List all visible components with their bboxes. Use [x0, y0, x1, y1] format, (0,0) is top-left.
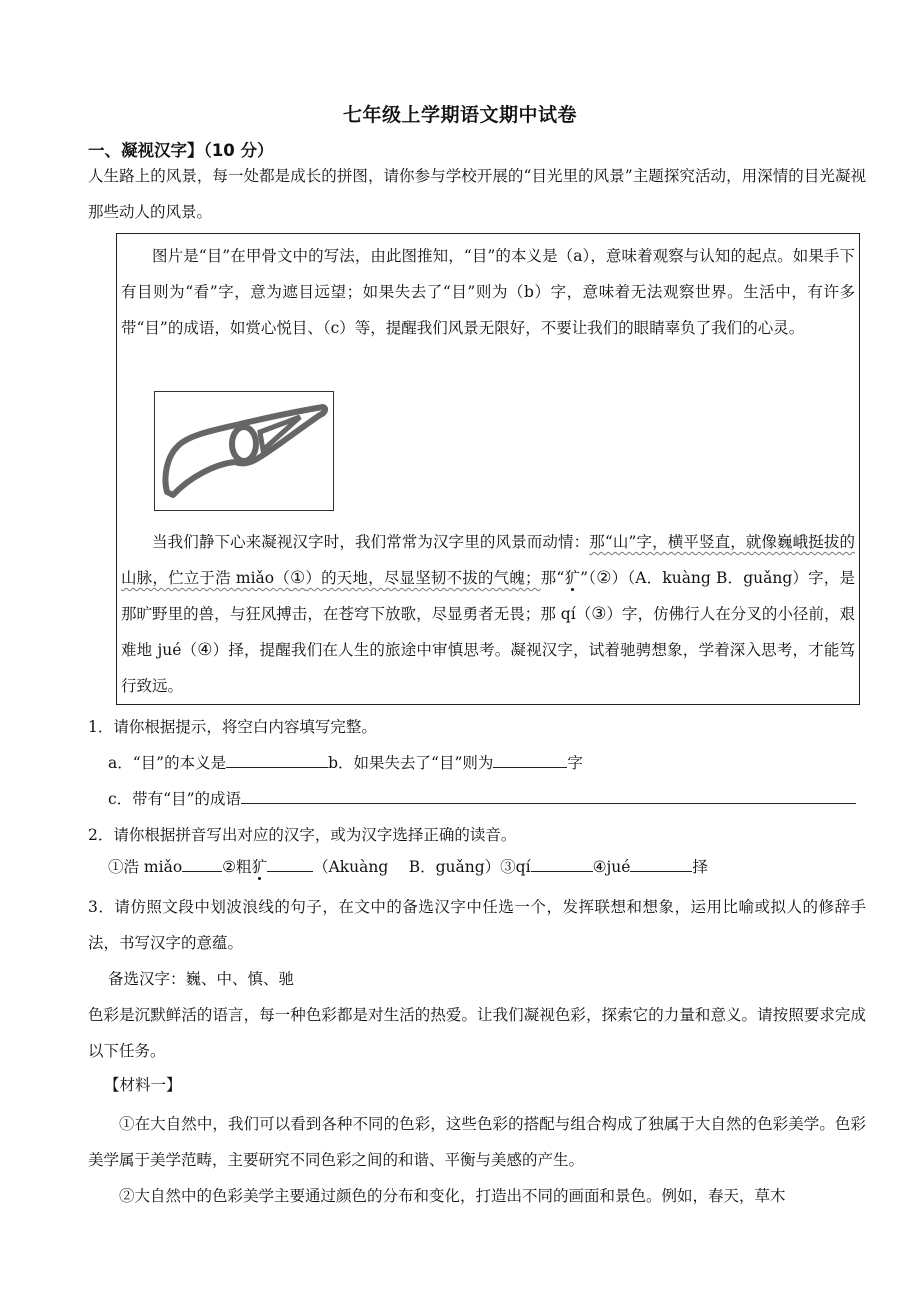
wavy-text: 那“山”字，横平竖直，就像巍峨挺拔的山脉，伫立于浩 miǎo（	[121, 533, 855, 587]
q2-item-2: ②粗	[222, 858, 252, 876]
q2-blank-3[interactable]	[531, 853, 593, 872]
paragraph-text: 那“	[540, 569, 565, 587]
q2-item-4-tail: 择	[692, 858, 708, 876]
section-intro: 人生路上的风景，每一处都是成长的拼图，请你参与学校开展的“目光里的风景”主题探究活动，用深情的目光凝视那些动人的风景。	[88, 167, 866, 221]
paragraph-text: ）择，提醒我们在人生的旅途中审慎思考。凝视汉字，试着驰骋想象，学着深入思考，才能笃行致远。	[121, 641, 855, 695]
paragraph-text: 当我们静下心来凝视汉字时，我们常常为汉字里的风景而动情：	[152, 533, 590, 551]
blank-marker-1: ①	[289, 568, 306, 588]
reading-material-box	[116, 233, 860, 705]
question-3-stem: 3．请仿照文段中划波浪线的句子，在文中的备选汉字中任选一个，发挥联想和想象，运用比喻或拟人的修辞手法，书写汉字的意蕴。	[88, 898, 866, 952]
q2-blank-1[interactable]	[182, 853, 222, 872]
paragraph-text: ）字，仿佛行人在分叉的小径前，艰难地 jué（	[121, 605, 855, 659]
question-1-c	[88, 781, 888, 817]
q2-blank-2[interactable]	[267, 853, 313, 872]
q1c-answer-blank[interactable]	[241, 785, 856, 804]
box-paragraph-1: 图片是“目”在甲骨文中的写法，由此图推知，“目”的本义是（a），意味着观察与认知的起点。如果手下有目则为“看”字，意为遮目远望；如果失去了“目”则为（b）字，意味着无法观察世界。生活中，有许多带“目”的成语，如赏心悦目、（c）等，提醒我们风景无限好，不要让我们的眼睛辜负了我们的心灵。	[121, 247, 855, 337]
box-paragraph-2	[121, 524, 855, 704]
emphasized-char: 犷	[564, 569, 581, 587]
q1a-answer-blank[interactable]	[226, 749, 328, 768]
q1b-tail: 字	[567, 754, 583, 772]
material-1-paragraph-2: ②大自然中的色彩美学主要通过颜色的分布和变化，打造出不同的画面和景色。例如，春天，草木	[119, 1187, 786, 1205]
oracle-bone-eye-icon	[155, 392, 332, 509]
wavy-text: ）的天地，尽显坚韧不拔的气魄；	[305, 569, 541, 587]
q2-item-4: ④jué	[592, 858, 631, 876]
blank-marker-3: ③	[591, 604, 607, 624]
q2-item-1: ①浩 miǎo	[108, 858, 183, 876]
oracle-bone-eye-figure	[154, 391, 334, 511]
q1a-label: a．“目”的本义是	[108, 754, 227, 772]
q2-pronunciation-options: （Akuàng B．guǎng）	[313, 858, 501, 876]
paragraph-text: ”（	[580, 569, 597, 587]
q1b-answer-blank[interactable]	[493, 749, 567, 768]
question-3-options: 备选汉字：巍、中、慎、驰	[108, 970, 295, 988]
material-1-heading: 【材料一】	[104, 1076, 182, 1094]
page-title: 七年级上学期语文期中试卷	[342, 104, 577, 126]
q1c-label: c．带有“目”的成语	[108, 790, 242, 808]
q2-blank-4[interactable]	[630, 853, 692, 872]
section-heading: 一、凝视汉字】（10 分）	[88, 141, 274, 160]
material-1-paragraph-1: ①在大自然中，我们可以看到各种不同的色彩，这些色彩的搭配与组合构成了独属于大自然的色彩美学。色彩美学属于美学范畴，主要研究不同色彩之间的和谐、平衡与美感的产生。	[88, 1115, 866, 1169]
blank-marker-2: ②	[596, 568, 612, 588]
color-section-intro: 色彩是沉默鲜活的语言，每一种色彩都是对生活的热爱。让我们凝视色彩，探索它的力量和意义。请按照要求完成以下任务。	[88, 1006, 866, 1060]
q2-emphasized-char: 犷	[251, 858, 268, 876]
q1b-label: b．如果失去了“目”则为	[328, 754, 494, 772]
question-1-stem: 1．请你根据提示，将空白内容填写完整。	[88, 718, 377, 736]
question-2-items	[88, 849, 888, 885]
q2-item-3: ③qí	[500, 858, 531, 876]
blank-marker-4: ④	[197, 640, 213, 660]
question-2-stem: 2．请你根据拼音写出对应的汉字，或为汉字选择正确的读音。	[88, 826, 517, 844]
question-1-ab	[88, 745, 888, 781]
paragraph-text: ）（A．kuàng B．guǎng）字，是那旷野里的兽，与狂风搏击，在苍穹下放歌，尽显勇者无畏；那 qí（	[121, 569, 855, 623]
